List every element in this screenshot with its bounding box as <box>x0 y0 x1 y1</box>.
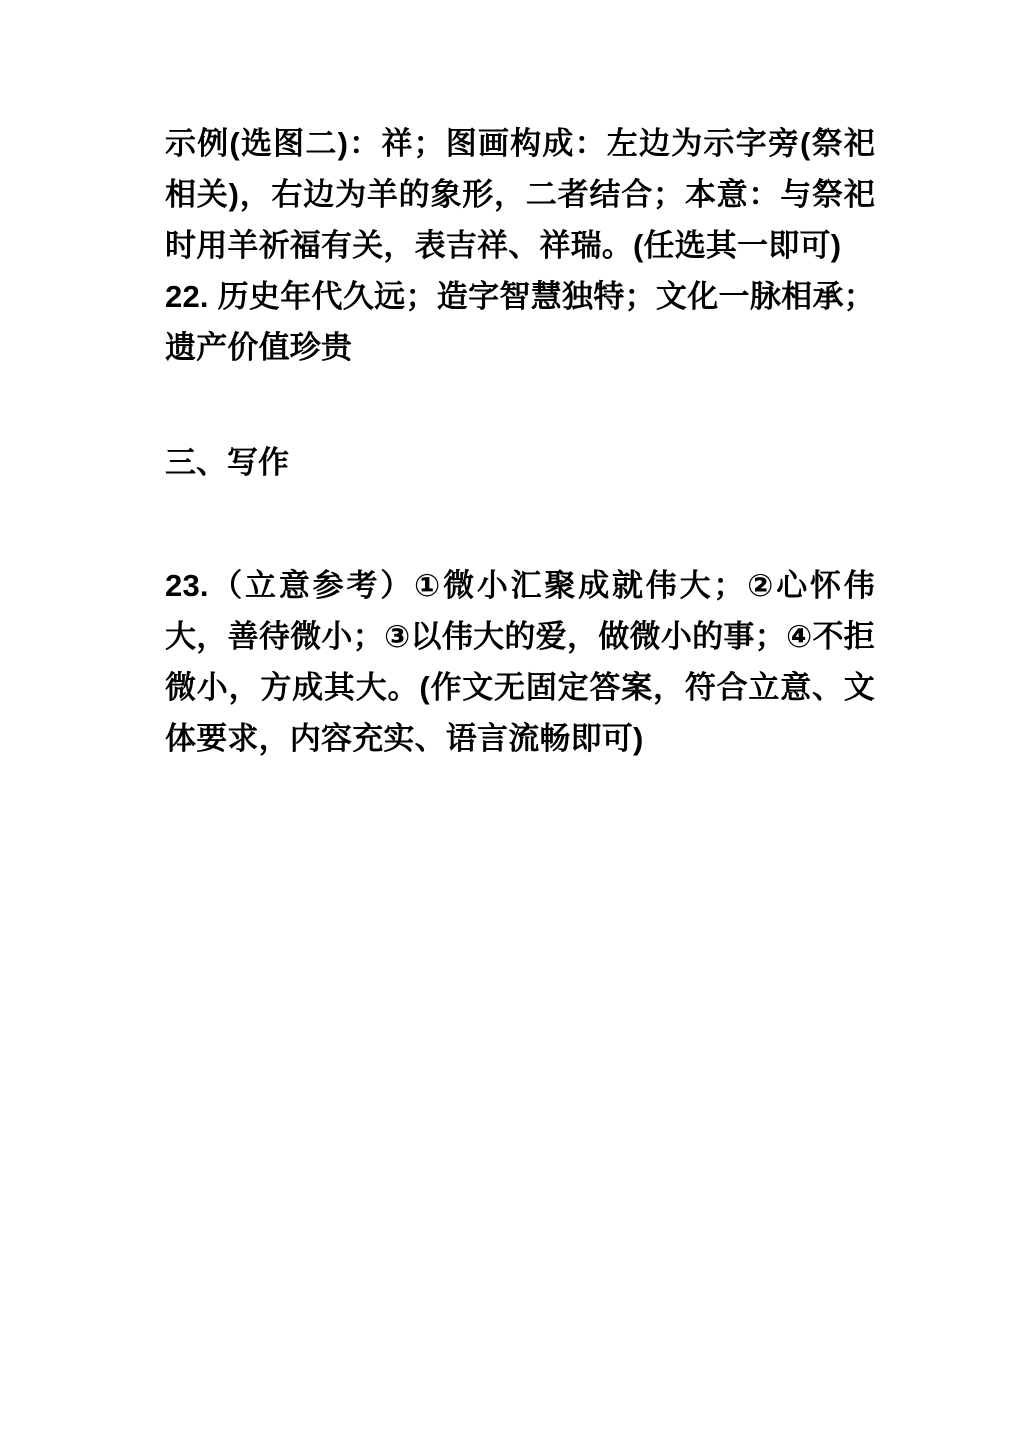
spacer-after-section-heading <box>165 488 875 560</box>
spacer-before-section-heading <box>165 373 875 437</box>
answer-paragraph-22: 22. 历史年代久远；造字智慧独特；文化一脉相承；遗产价值珍贵 <box>165 279 875 365</box>
answer-paragraph-23: 23.（立意参考）①微小汇聚成就伟大；②心怀伟大，善待微小；③以伟大的爱，做微小的事；④不拒微小，方成其大。(作文无固定答案，符合立意、文体要求，内容充实、语言流畅即可) <box>165 568 875 756</box>
document-body <box>165 118 875 764</box>
answer-paragraph-21-example: 示例(选图二)：祥；图画构成：左边为示字旁(祭祀相关)，右边为羊的象形，二者结合；本意：与祭祀时用羊祈福有关，表吉祥、祥瑞。(任选其一即可) <box>165 126 875 263</box>
section-heading-writing: 三、写作 <box>165 445 289 480</box>
